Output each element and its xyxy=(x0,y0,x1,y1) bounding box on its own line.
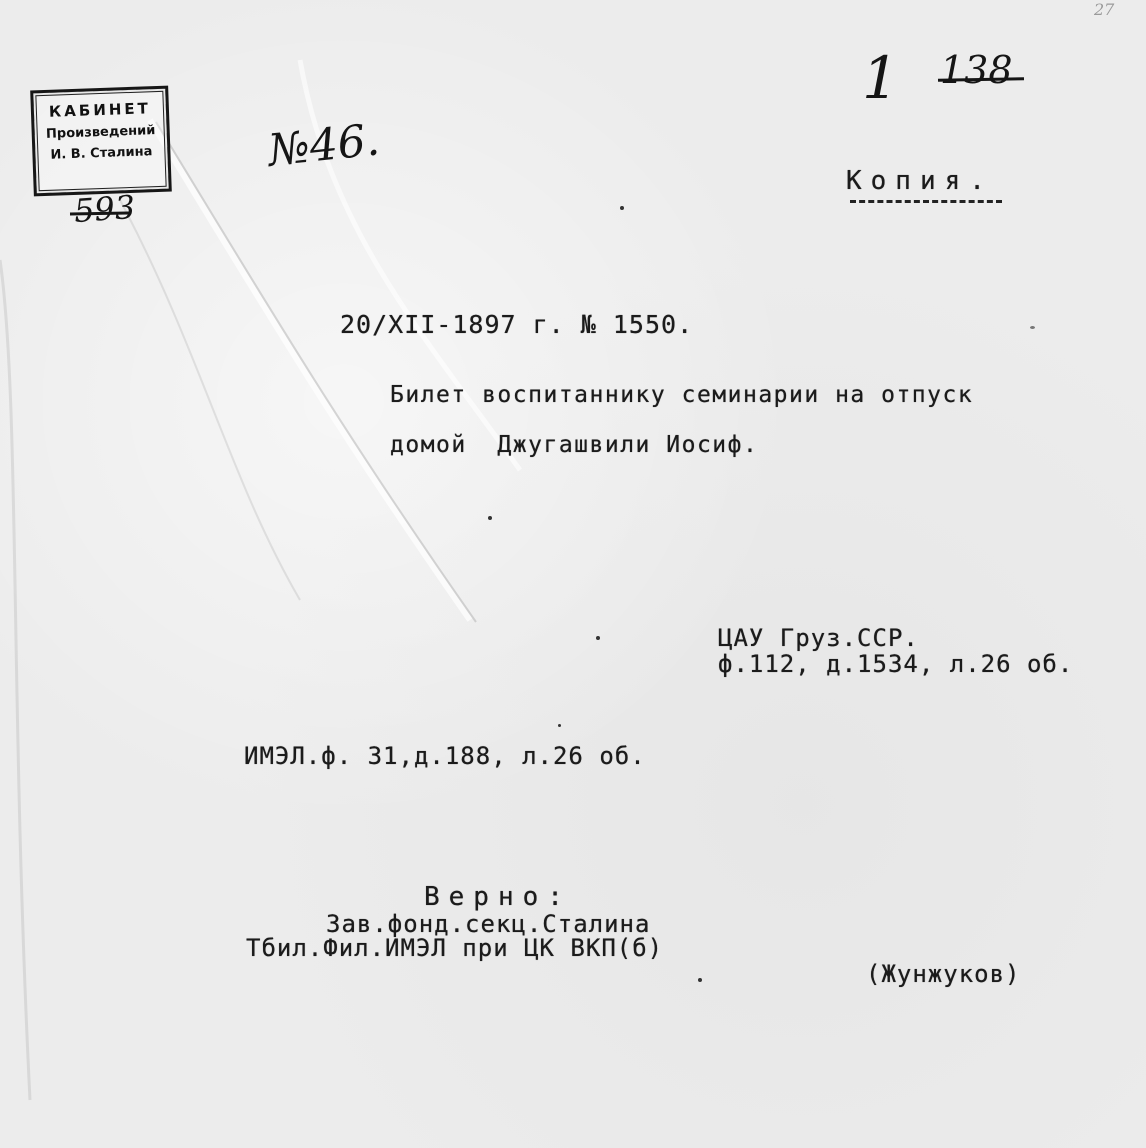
copy-label-underline xyxy=(850,200,1002,203)
stamp-number: 593 xyxy=(72,187,137,231)
ink-speck xyxy=(698,978,702,982)
signatory: (Жунжуков) xyxy=(866,960,1021,988)
stamp-line-1: КАБИНЕТ xyxy=(48,99,152,121)
item-number: №46. xyxy=(265,114,382,177)
stamp-line-2: Произведений xyxy=(45,123,156,142)
stamp-line-3: И. В. Сталина xyxy=(50,144,153,163)
date-line: 20/XII-1897 г. № 1550. xyxy=(340,310,694,339)
ink-speck xyxy=(596,636,600,640)
archive-ref-line-2: ф.112, д.1534, л.26 об. xyxy=(718,650,1074,678)
archive-ref-line-1: ЦАУ Груз.ССР. xyxy=(718,624,919,652)
ink-speck xyxy=(620,206,624,210)
old-sheet-number: 138 xyxy=(940,48,1013,92)
ink-speck xyxy=(1030,326,1035,329)
subject-line-1: Билет воспитаннику семинарии на отпуск xyxy=(390,382,974,408)
position-line-1: Зав.фонд.секц.Сталина xyxy=(326,910,651,938)
archive-stamp xyxy=(30,86,172,197)
position-line-2: Тбил.Фил.ИМЭЛ при ЦК ВКП(б) xyxy=(246,934,664,962)
corner-mark: 27 xyxy=(1094,0,1115,19)
verified-label: Верно: xyxy=(424,882,572,912)
copy-label: Копия. xyxy=(846,166,994,196)
subject-line-2: домой Джугашвили Иосиф. xyxy=(390,432,759,458)
sheet-number: 1 xyxy=(862,44,899,112)
ink-speck xyxy=(558,724,561,727)
imel-reference: ИМЭЛ.ф. 31,д.188, л.26 об. xyxy=(244,742,646,770)
ink-speck xyxy=(488,516,492,520)
